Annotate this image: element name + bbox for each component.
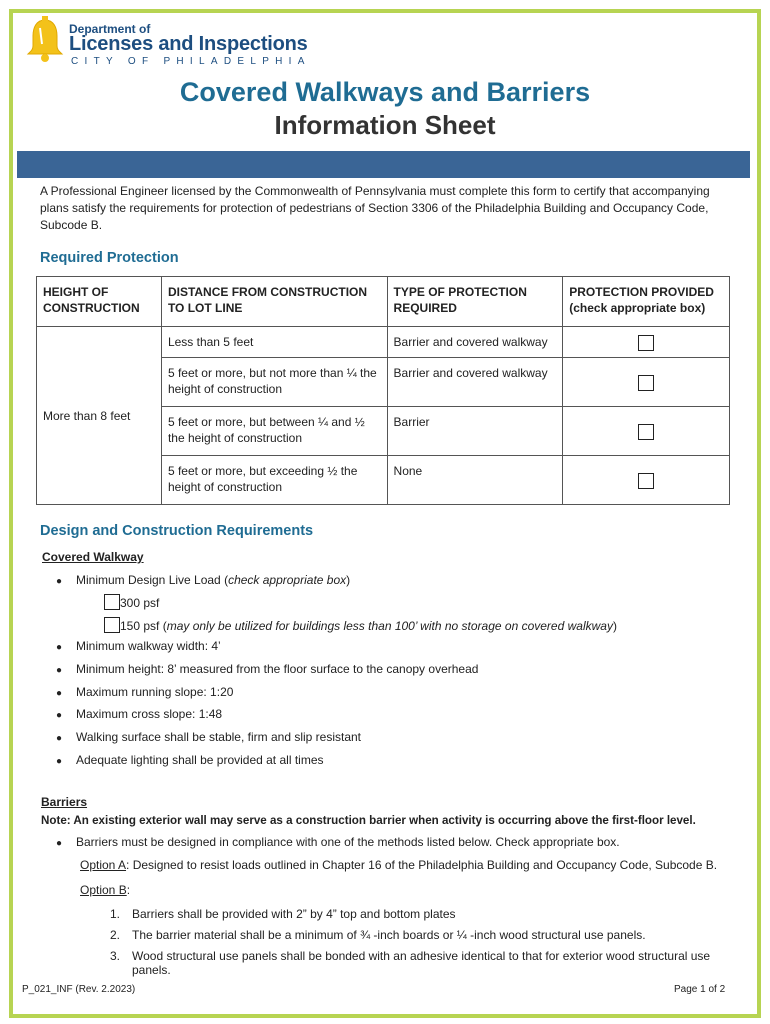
option-150-psf: 150 psf (may only be utilized for buildings less than 100’ with no storage on covered walkway) <box>104 617 617 635</box>
logo-department: Department of <box>69 22 151 36</box>
bullet-icon: ● <box>56 838 63 849</box>
distance-cell: Less than 5 feet <box>161 327 387 358</box>
bullet-icon: ● <box>56 733 63 744</box>
protection-checkbox-4[interactable] <box>638 473 654 489</box>
option-a: Option A: Designed to resist loads outlined in Chapter 16 of the Philadelphia Building and Occupancy Code, Subcode B. <box>80 858 718 872</box>
type-cell: Barrier <box>387 407 563 456</box>
intro-paragraph: A Professional Engineer licensed by the Commonwealth of Pennsylvania must complete this form to certify that accompanying plans satisfy the requirements for protection of pedestrians of Section 3306 of the Philadelphia Building and Occupancy Code, Subcode B. <box>40 184 710 232</box>
page-subtitle: Information Sheet <box>274 110 496 140</box>
col-provided: PROTECTION PROVIDED (check appropriate box) <box>563 277 730 327</box>
item-number: 3. <box>110 949 121 963</box>
bullet-icon: ● <box>56 710 63 721</box>
col-type: TYPE OF PROTECTION REQUIRED <box>387 277 563 327</box>
bullet-icon: ● <box>56 642 63 653</box>
distance-cell: 5 feet or more, but between ¼ and ½ the height of construction <box>161 407 387 456</box>
numbered-item: The barrier material shall be a minimum of ¾ -inch boards or ¼ -inch wood structural use panels. <box>132 928 646 942</box>
liberty-bell-logo-icon <box>24 16 66 66</box>
list-item: Maximum cross slope: 1:48 <box>76 707 223 721</box>
height-cell: More than 8 feet <box>37 327 162 505</box>
distance-cell: 5 feet or more, but exceeding ½ the height of construction <box>161 456 387 505</box>
page-title: Covered Walkways and Barriers <box>179 77 591 107</box>
bullet-icon: ● <box>56 756 63 767</box>
provided-cell <box>563 327 730 358</box>
barriers-note: Note: An existing exterior wall may serve as a construction barrier when activity is occurring above the first-floor level. <box>41 814 696 827</box>
list-item: Maximum running slope: 1:20 <box>76 685 234 699</box>
list-item: Minimum height: 8’ measured from the floor surface to the canopy overhead <box>76 662 479 676</box>
logo-city: CITY OF PHILADELPHIA <box>71 56 311 67</box>
protection-checkbox-1[interactable] <box>638 335 654 351</box>
form-id: P_021_INF (Rev. 2.2023) <box>22 984 136 995</box>
option-b: Option B: <box>80 883 131 897</box>
protection-checkbox-3[interactable] <box>638 424 654 440</box>
item-number: 2. <box>110 928 121 942</box>
list-item: Walking surface shall be stable, firm and slip resistant <box>76 730 362 744</box>
bullet-icon: ● <box>56 688 63 699</box>
table-row <box>37 327 730 358</box>
page-number: Page 1 of 2 <box>674 984 726 995</box>
barriers-bullet: Barriers must be designed in compliance with one of the methods listed below. Check appropriate box. <box>76 835 620 849</box>
numbered-item: Barriers shall be provided with 2” by 4” top and bottom plates <box>132 907 456 921</box>
header-band <box>17 151 750 178</box>
type-cell: Barrier and covered walkway <box>387 327 563 358</box>
table-header-row <box>37 277 730 327</box>
load-300-checkbox[interactable] <box>104 594 120 610</box>
protection-checkbox-2[interactable] <box>638 375 654 391</box>
item-number: 1. <box>110 907 121 921</box>
provided-cell <box>563 407 730 456</box>
provided-cell <box>563 456 730 505</box>
design-heading: Design and Construction Requirements <box>40 523 314 539</box>
bullet-icon: ● <box>56 665 63 676</box>
covered-walkway-label: Covered Walkway <box>42 550 144 564</box>
list-item: Minimum walkway width: 4’ <box>76 639 221 653</box>
barriers-label: Barriers <box>41 795 88 809</box>
live-load-item: Minimum Design Live Load (check appropriate box) <box>76 573 351 587</box>
type-cell: Barrier and covered walkway <box>387 358 563 407</box>
bullet-icon: ● <box>56 576 63 587</box>
numbered-item: Wood structural use panels shall be bonded with an adhesive identical to that for exterior wood structural use panels. <box>132 949 711 977</box>
distance-cell: 5 feet or more, but not more than ¼ the height of construction <box>161 358 387 407</box>
load-150-checkbox[interactable] <box>104 617 120 633</box>
logo-agency-name: Licenses and Inspections <box>69 33 308 55</box>
provided-cell <box>563 358 730 407</box>
list-item: Adequate lighting shall be provided at all times <box>76 753 324 767</box>
required-protection-table <box>36 276 730 505</box>
type-cell: None <box>387 456 563 505</box>
required-protection-heading: Required Protection <box>40 250 179 266</box>
col-distance: DISTANCE FROM CONSTRUCTION TO LOT LINE <box>161 277 387 327</box>
option-300-psf: 300 psf <box>104 594 159 612</box>
col-height: HEIGHT OF CONSTRUCTION <box>37 277 162 327</box>
